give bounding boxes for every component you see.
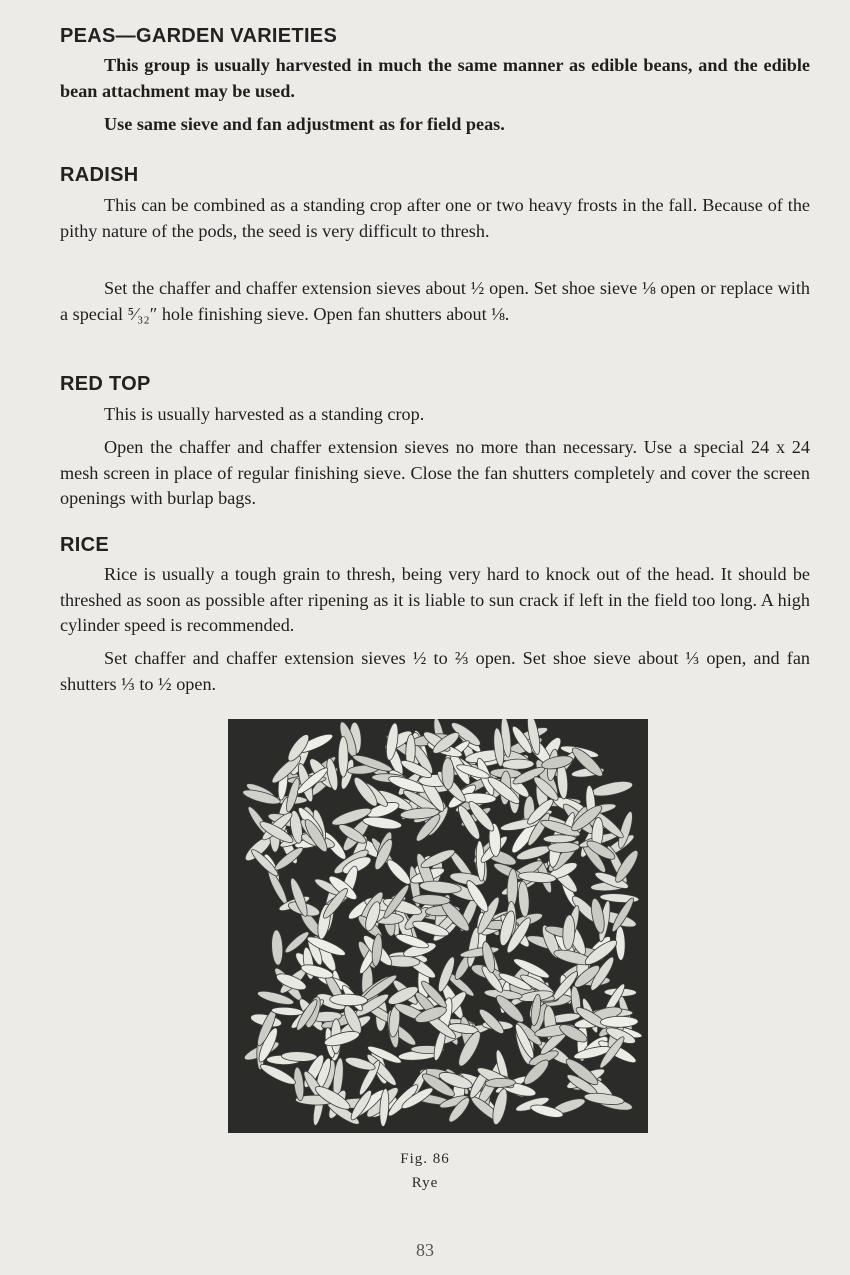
page-number: 83 [416, 1240, 434, 1260]
red-top-paragraph-1: This is usually harvested as a standing crop. [104, 404, 425, 424]
grain-kernel [419, 880, 462, 895]
grain-kernel [600, 1016, 638, 1028]
grain-kernels-image [228, 719, 648, 1133]
peas-paragraph-2: Use same sieve and fan adjustment as for field peas. [104, 114, 505, 134]
peas-paragraph-1: This group is usually harvested in much the same manner as edible beans, and the edible bean attachment may be used. [60, 55, 810, 101]
figure-number: Fig. 86 [400, 1151, 450, 1167]
radish-paragraph-2: Set the chaffer and chaffer extension sieves about ½ open. Set shoe sieve ⅛ open or replace with a special ⁵⁄₃₂″ hole finishing sieve. Open fan shutters about ⅛. [60, 278, 810, 324]
rice-paragraph-1: Rice is usually a tough grain to thresh, being very hard to knock out of the head. It should be threshed as soon as possible after ripening as it is liable to sun crack if left in the field too long. A high cylinder speed is recommended. [60, 564, 810, 635]
grain-kernel [362, 815, 402, 831]
grain-kernel [502, 759, 534, 770]
grain-kernel [258, 1061, 297, 1087]
red-top-paragraph-2: Open the chaffer and chaffer extension sieves no more than necessary. Use a special 24 x 24 mesh screen in place of regular finishing sieve. Close the fan shutters completely and cover the screen openings with burlap bags. [60, 437, 810, 508]
rice-paragraph-2: Set chaffer and chaffer extension sieves ½ to ⅔ open. Set shoe sieve about ⅓ open, and fan shutters ⅓ to ½ open. [60, 648, 810, 694]
grain-kernel [271, 930, 284, 966]
grain-kernel [591, 778, 634, 798]
section-heading-radish: RADISH [60, 164, 139, 186]
grain-kernel [442, 758, 455, 790]
radish-paragraph-1: This can be combined as a standing crop after one or two heavy frosts in the fall. Because of the pithy nature of the pods, the seed is very difficult to thresh. [60, 195, 810, 241]
section-heading-rice: RICE [60, 534, 109, 556]
section-heading-peas: PEAS—GARDEN VARIETIES [60, 25, 338, 47]
rye-grain-photo [228, 719, 648, 1133]
grain-kernel [584, 1091, 625, 1106]
section-heading-red-top: RED TOP [60, 373, 151, 395]
figure-caption: Rye [411, 1175, 439, 1191]
grain-kernel [384, 857, 413, 887]
grain-kernel [338, 737, 348, 778]
grain-kernel [548, 842, 580, 853]
